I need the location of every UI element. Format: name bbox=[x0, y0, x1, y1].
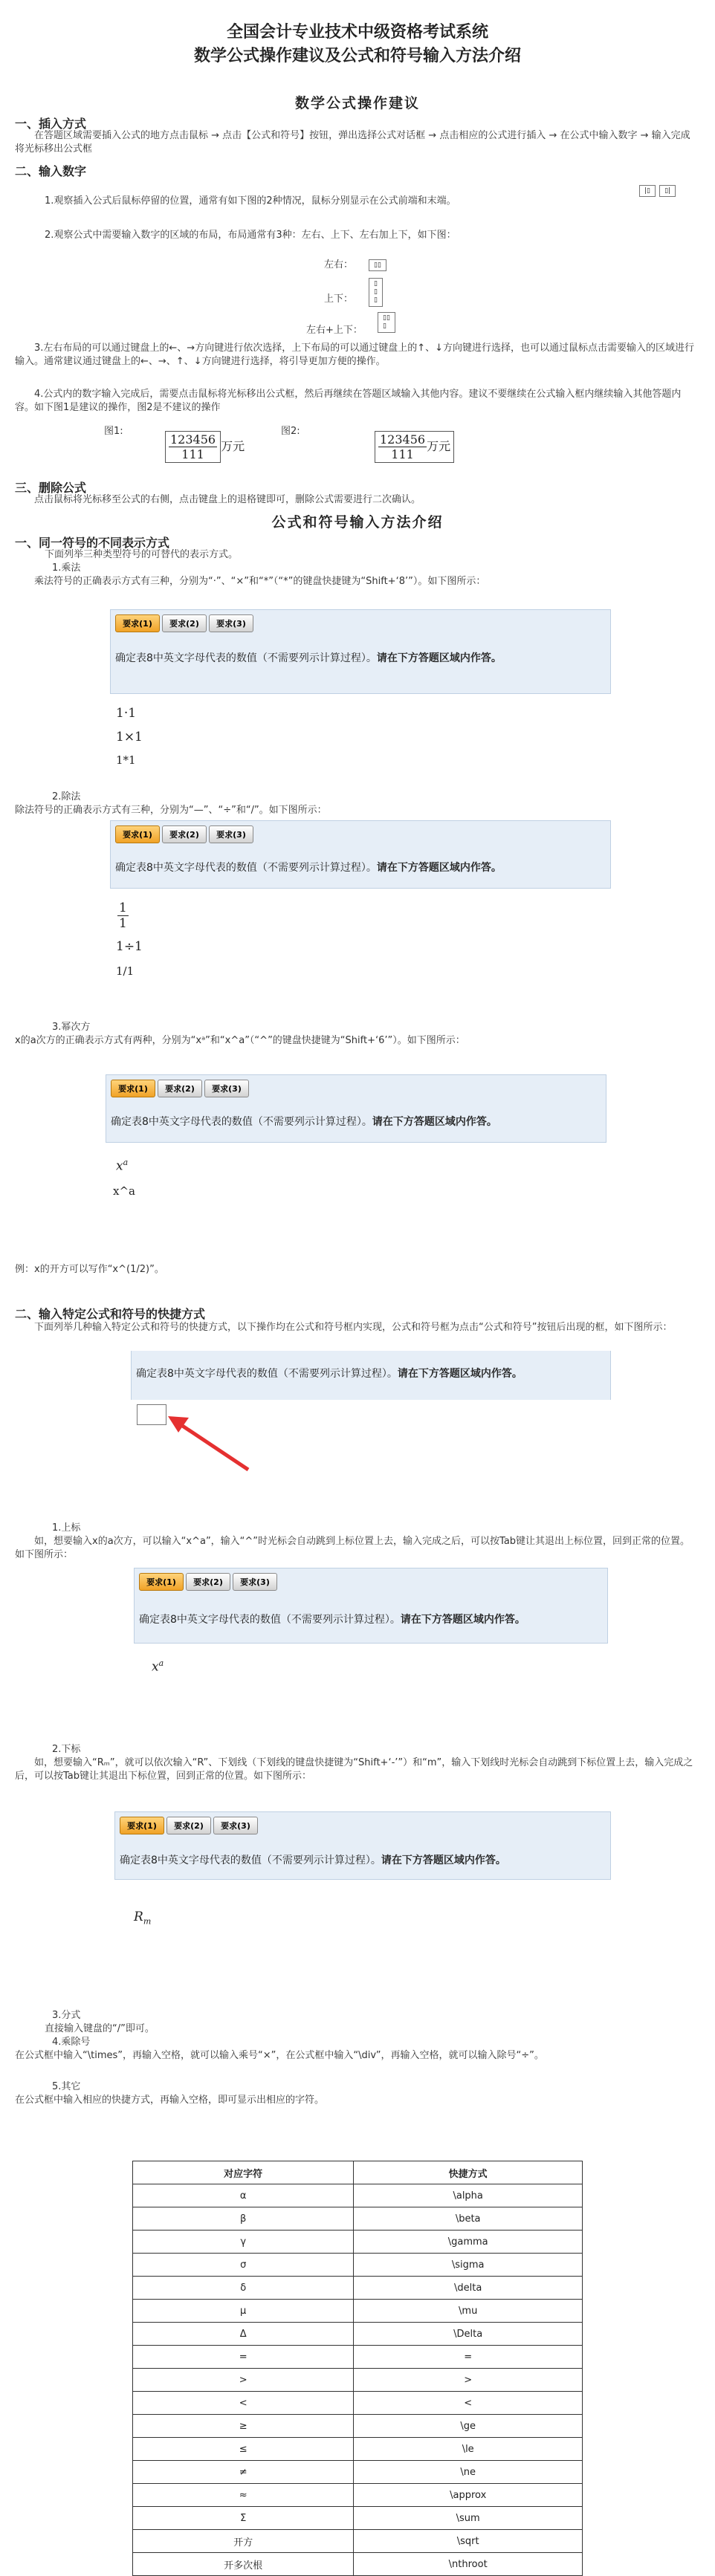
answer-panel-sup bbox=[134, 1568, 608, 1644]
doc-title: 全国会计专业技术中级资格考试系统 bbox=[226, 22, 488, 42]
muldiv-heading: 4.乘除号 bbox=[52, 2037, 91, 2048]
table-row bbox=[133, 2438, 583, 2461]
requirement-tabs bbox=[120, 1817, 258, 1834]
table-row bbox=[133, 2346, 583, 2369]
answer-panel-mul bbox=[110, 609, 611, 694]
table-cell-char: = bbox=[133, 2346, 354, 2369]
sup-example: $x^a$ bbox=[152, 1658, 164, 1675]
table-row bbox=[133, 2530, 583, 2553]
answer-area-pow[interactable] bbox=[106, 1143, 606, 1224]
step-3-text: 3.左右布局的可以通过键盘上的←、→方向键进行依次选择，上下布局的可以通过键盘上的↑、↓方向键进行选择，也可以通过鼠标点击需要输入的区域进行输入。通常建议通过键盘上的←、→、↑、↓方向键进行选择，将引导更加方便的操作。 bbox=[15, 343, 694, 367]
table-cell-shortcut: \sigma bbox=[354, 2254, 583, 2277]
answer-panel-div bbox=[110, 820, 611, 889]
table-row bbox=[133, 2254, 583, 2277]
table-cell-char: 开多次根 bbox=[133, 2553, 354, 2576]
step-4-text: 4.公式内的数字输入完成后，需要点击鼠标将光标移出公式框，然后再继续在答题区域输入其他内容。建议不要继续在公式输入框内继续输入其他答题内容。如下图1是建议的操作，图2是不建议的操作 bbox=[15, 389, 682, 413]
step-2-text: 2.观察公式中需要输入数字的区域的布局，布局通常有3种：左右、上下、左右加上下，如下图： bbox=[45, 230, 456, 241]
tab-requirement-1[interactable]: 要求(1) bbox=[111, 1080, 155, 1097]
tab-requirement-1[interactable]: 要求(1) bbox=[115, 825, 160, 843]
mul-times-example: 1×1 bbox=[116, 730, 143, 744]
table-cell-shortcut: \ge bbox=[354, 2415, 583, 2438]
doc-subtitle: 数学公式操作建议及公式和符号输入方法介绍 bbox=[193, 46, 521, 65]
answer-panel-pow bbox=[106, 1074, 606, 1143]
frac-heading: 3.分式 bbox=[52, 2010, 81, 2021]
table-cell-shortcut: > bbox=[354, 2369, 583, 2392]
fig2-numerator: 123456 bbox=[380, 432, 426, 447]
tab-requirement-2[interactable]: 要求(2) bbox=[162, 825, 207, 843]
table-cell-char: > bbox=[133, 2369, 354, 2392]
other-heading: 5.其它 bbox=[52, 2081, 81, 2092]
pow-caret-example: x^a bbox=[113, 1184, 135, 1198]
table-cell-char: 开方 bbox=[133, 2530, 354, 2553]
cursor-position-figure: |▯ ▯| bbox=[639, 181, 676, 197]
table-cell-shortcut: \beta bbox=[354, 2207, 583, 2231]
sup-heading: 1.上标 bbox=[52, 1522, 81, 1534]
sup-text: 如，想要输入x的a次方，可以输入“x^a”，输入“^”时光标会自动跳到上标位置上去，输入完成之后，可以按Tab键让其退出上标位置，回到正常的位置。如下图所示： bbox=[15, 1536, 690, 1560]
requirement-tabs bbox=[139, 1573, 277, 1591]
tab-requirement-1[interactable]: 要求(1) bbox=[139, 1573, 184, 1591]
div-text: 除法符号的正确表示方式有三种，分别为“—”、“÷”和“/”。如下图所示： bbox=[15, 805, 327, 816]
tab-requirement-3[interactable]: 要求(3) bbox=[209, 825, 253, 843]
table-row bbox=[133, 2300, 583, 2323]
table-header-row bbox=[133, 2161, 583, 2184]
fig1-unit: 万元 bbox=[221, 439, 245, 453]
shortcut-intro: 下面列举几种输入特定公式和符号的快捷方式，以下操作均在公式和符号框内实现，公式和符号框为点击“公式和符号”按钮后出现的框，如下图所示： bbox=[34, 1322, 673, 1333]
section-title-input-methods: 公式和符号输入方法介绍 bbox=[271, 514, 444, 531]
requirement-tabs bbox=[115, 825, 253, 843]
table-row bbox=[133, 2415, 583, 2438]
pow-heading: 3.幂次方 bbox=[52, 1022, 91, 1033]
figure-1-formula bbox=[165, 431, 245, 463]
sub-text: 如，想要输入“Rₘ”，就可以依次输入“R”、下划线（下划线的键盘快捷键为“Shift+‘-’”）和“m”，输入下划线时光标会自动跳到下标位置上去，输入完成之后，可以按Tab键让其退出下标位置，回到正常的位置。如下图所示： bbox=[15, 1757, 693, 1782]
table-row bbox=[133, 2392, 583, 2415]
table-cell-char: ≥ bbox=[133, 2415, 354, 2438]
fig2-denominator: 111 bbox=[391, 447, 414, 461]
frac-text: 直接输入键盘的“/”即可。 bbox=[45, 2023, 155, 2034]
pow-superscript-example: $x^a$ bbox=[116, 1158, 129, 1174]
heading-delete: 三、删除公式 bbox=[15, 481, 87, 495]
layout-lr-figure: ▯▯ bbox=[369, 256, 386, 271]
table-row bbox=[133, 2184, 583, 2207]
table-cell-shortcut: \Delta bbox=[354, 2323, 583, 2346]
question-text: 确定表8中英文字母代表的数值（不需要列示计算过程）。请在下方答题区域内作答。 bbox=[136, 1368, 522, 1380]
table-row bbox=[133, 2231, 583, 2254]
table-row bbox=[133, 2507, 583, 2530]
table-cell-char: Δ bbox=[133, 2323, 354, 2346]
div-obelus-example: 1÷1 bbox=[116, 939, 143, 954]
question-text: 确定表8中英文字母代表的数值（不需要列示计算过程）。请在下方答题区域内作答。 bbox=[139, 1614, 525, 1626]
table-cell-shortcut: \alpha bbox=[354, 2184, 583, 2207]
table-cell-char: ≤ bbox=[133, 2438, 354, 2461]
table-cell-shortcut: \sqrt bbox=[354, 2530, 583, 2553]
table-cell-shortcut: \mu bbox=[354, 2300, 583, 2323]
pow-text: x的a次方的正确表示方式有两种，分别为“xᵃ”和“x^a”（“^”的键盘快捷键为“Shift+‘6’”）。如下图所示： bbox=[15, 1035, 465, 1046]
table-cell-char: μ bbox=[133, 2300, 354, 2323]
tab-requirement-3[interactable]: 要求(3) bbox=[213, 1817, 258, 1834]
col-header-char: 对应字符 bbox=[133, 2161, 354, 2184]
sub-heading: 2.下标 bbox=[52, 1744, 81, 1755]
requirement-tabs bbox=[111, 1080, 249, 1097]
shortcut-table bbox=[132, 2161, 583, 2576]
sub-example: $R_m$ bbox=[134, 1910, 152, 1927]
table-row bbox=[133, 2277, 583, 2300]
tab-requirement-1[interactable]: 要求(1) bbox=[115, 614, 160, 632]
answer-area-sup[interactable] bbox=[134, 1644, 608, 1696]
tab-requirement-1[interactable]: 要求(1) bbox=[120, 1817, 164, 1834]
pointer-arrow-icon bbox=[166, 1410, 256, 1477]
heading-input-number: 二、输入数字 bbox=[15, 164, 87, 178]
div-fraction-example: $\frac{1}{1}$ bbox=[119, 901, 127, 931]
tab-requirement-3[interactable]: 要求(3) bbox=[204, 1080, 249, 1097]
div-heading: 2.除法 bbox=[52, 791, 81, 802]
tab-requirement-3[interactable]: 要求(3) bbox=[233, 1573, 277, 1591]
answer-area-mul[interactable] bbox=[110, 694, 611, 783]
answer-area-sub[interactable] bbox=[114, 1880, 611, 1991]
fig1-denominator: 111 bbox=[181, 447, 204, 461]
formula-input-box[interactable] bbox=[137, 1404, 166, 1425]
table-cell-char: σ bbox=[133, 2254, 354, 2277]
figure-2-formula bbox=[375, 431, 454, 463]
muldiv-text: 在公式框中输入“\times”，再输入空格，就可以输入乘号“×”，在公式框中输入“\div”，再输入空格，就可以输入除号“÷”。 bbox=[15, 2050, 544, 2061]
table-cell-shortcut: = bbox=[354, 2346, 583, 2369]
table-cell-char: δ bbox=[133, 2277, 354, 2300]
table-row bbox=[133, 2553, 583, 2576]
section-title-operation: 数学公式操作建议 bbox=[294, 95, 420, 111]
table-cell-shortcut: \nthroot bbox=[354, 2553, 583, 2576]
tab-requirement-2[interactable]: 要求(2) bbox=[158, 1080, 202, 1097]
answer-area-div[interactable] bbox=[110, 889, 611, 1000]
table-row bbox=[133, 2461, 583, 2484]
tab-requirement-3[interactable]: 要求(3) bbox=[209, 614, 253, 632]
table-cell-char: < bbox=[133, 2392, 354, 2415]
mul-star-example: 1*1 bbox=[116, 753, 136, 767]
tab-requirement-2[interactable]: 要求(2) bbox=[166, 1817, 211, 1834]
layout-ud-figure: ▯ ▯ ▯ bbox=[369, 278, 383, 307]
table-cell-shortcut: \sum bbox=[354, 2507, 583, 2530]
figure-2-label: 图2: bbox=[281, 426, 300, 437]
same-symbol-intro: 下面列举三种类型符号的可替代的表示方式。 bbox=[45, 549, 239, 560]
layout-ud-label: 上下： bbox=[324, 293, 354, 305]
table-cell-char: α bbox=[133, 2184, 354, 2207]
heading-shortcuts: 二、输入特定公式和符号的快捷方式 bbox=[15, 1307, 206, 1321]
table-row bbox=[133, 2369, 583, 2392]
question-text: 确定表8中英文字母代表的数值（不需要列示计算过程）。请在下方答题区域内作答。 bbox=[111, 1116, 497, 1128]
table-cell-char: Σ bbox=[133, 2507, 354, 2530]
mul-heading: 1.乘法 bbox=[52, 562, 81, 574]
heading-insert: 一、插入方式 bbox=[15, 117, 87, 131]
table-cell-char: ≈ bbox=[133, 2484, 354, 2507]
table-row bbox=[133, 2484, 583, 2507]
insert-text: 在答题区域需要插入公式的地方点击鼠标 → 点击【公式和符号】按钮，弹出选择公式对话框 → 点击相应的公式进行插入 → 在公式中输入数字 → 输入完成将光标移出公式框 bbox=[15, 130, 690, 155]
step-1-text: 1.观察插入公式后鼠标停留的位置，通常有如下图的2种情况，鼠标分别显示在公式前端和末端。 bbox=[45, 195, 456, 207]
layout-lr-label: 左右： bbox=[324, 259, 354, 270]
fig2-unit: 万元 bbox=[427, 439, 451, 453]
question-text: 确定表8中英文字母代表的数值（不需要列示计算过程）。请在下方答题区域内作答。 bbox=[115, 652, 502, 664]
table-cell-shortcut: \approx bbox=[354, 2484, 583, 2507]
table-cell-shortcut: \gamma bbox=[354, 2231, 583, 2254]
table-cell-shortcut: \delta bbox=[354, 2277, 583, 2300]
table-cell-char: β bbox=[133, 2207, 354, 2231]
table-cell-char: γ bbox=[133, 2231, 354, 2254]
other-text: 在公式框中输入相应的快捷方式，再输入空格，即可显示出相应的字符。 bbox=[15, 2095, 325, 2106]
formula-box-panel bbox=[131, 1351, 611, 1401]
requirement-tabs bbox=[115, 614, 253, 632]
mul-dot-example: 1·1 bbox=[116, 706, 137, 721]
tab-requirement-2[interactable]: 要求(2) bbox=[162, 614, 207, 632]
sqrt-note: 例：x的开方可以写作“x^(1/2)”。 bbox=[15, 1264, 164, 1275]
mul-text: 乘法符号的正确表示方式有三种，分别为“·”、“×”和“*”（“*”的键盘快捷键为“Shift+‘8’”）。如下图所示： bbox=[34, 576, 486, 587]
layout-lrud-figure: ▯▯ ▯ bbox=[378, 312, 395, 333]
answer-panel-sub bbox=[114, 1811, 611, 1880]
figure-1-label: 图1: bbox=[104, 426, 123, 437]
table-cell-shortcut: \ne bbox=[354, 2461, 583, 2484]
question-text: 确定表8中英文字母代表的数值（不需要列示计算过程）。请在下方答题区域内作答。 bbox=[115, 862, 502, 874]
heading-same-symbol: 一、同一符号的不同表示方式 bbox=[15, 536, 170, 550]
table-row bbox=[133, 2207, 583, 2231]
delete-text: 点击鼠标将光标移至公式的右侧，点击键盘上的退格键即可，删除公式需要进行二次确认。 bbox=[34, 494, 421, 505]
formula-input-area bbox=[131, 1400, 611, 1504]
question-text: 确定表8中英文字母代表的数值（不需要列示计算过程）。请在下方答题区域内作答。 bbox=[120, 1855, 506, 1866]
layout-lrud-label: 左右+上下： bbox=[306, 325, 363, 336]
div-slash-example: 1/1 bbox=[116, 964, 135, 978]
tab-requirement-2[interactable]: 要求(2) bbox=[186, 1573, 230, 1591]
fig1-numerator: 123456 bbox=[170, 432, 216, 447]
col-header-shortcut: 快捷方式 bbox=[354, 2161, 583, 2184]
table-row bbox=[133, 2323, 583, 2346]
table-cell-shortcut: < bbox=[354, 2392, 583, 2415]
table-cell-char: ≠ bbox=[133, 2461, 354, 2484]
table-cell-shortcut: \le bbox=[354, 2438, 583, 2461]
